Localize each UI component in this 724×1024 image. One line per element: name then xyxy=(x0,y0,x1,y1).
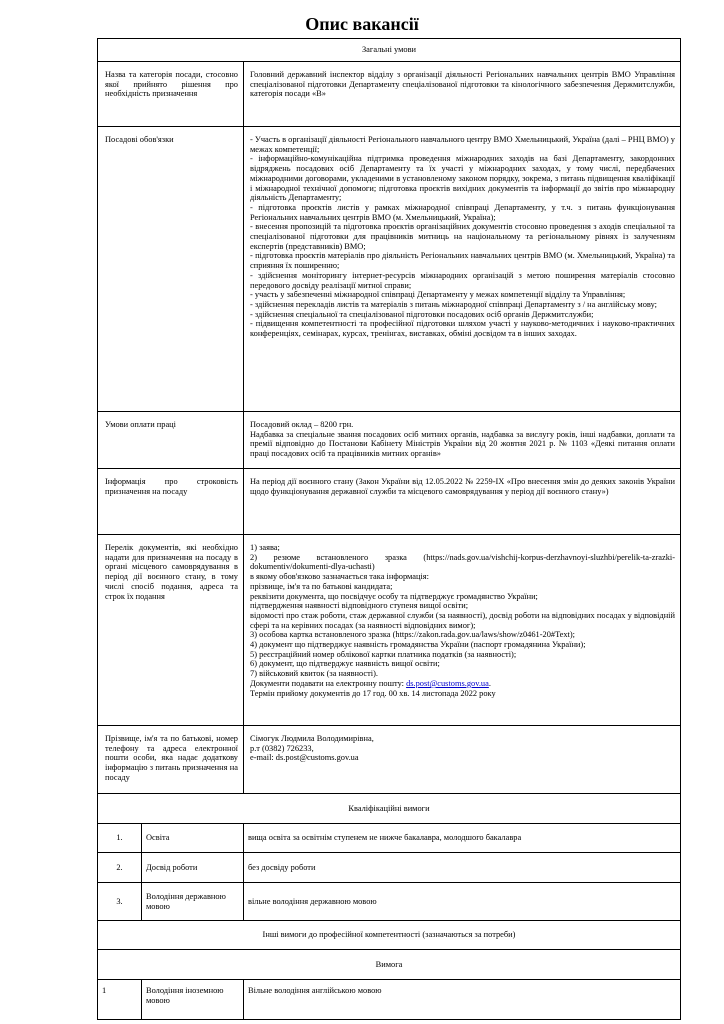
salary-value xyxy=(244,412,681,469)
duty-item: - підготовка проєктів листів у рамках міжнародної співпраці Департаменту, у т.ч. з питань функціонування Регіональних навчальних центрів ВМО (м. Хмельницький, Україна); xyxy=(250,202,675,222)
other-value: Вільне володіння англійською мовою xyxy=(244,980,681,1020)
documents-value xyxy=(244,535,681,726)
document-item: підтвердження наявності відповідного ступеня вищої освіти; xyxy=(250,601,469,611)
duty-item: - внесення пропозицій та підготовка проєктів організаційних документів стосовно проведення з аходів спеціальної та спеціалізованої підготовки для працівників митниць на національному та регіональному рівнях із залученням експертів (представників) ВМО; xyxy=(250,222,675,251)
general-header: Загальні умови xyxy=(98,39,681,62)
duty-item: - підвищення компетентності та професійної підготовки шляхом участі у науково-методичних і науково-практичних конференціях, семінарах, курсах, тренінгах, виставках, обміні досвідом та в інших заходах. xyxy=(250,319,675,339)
duties-row xyxy=(98,127,681,412)
contact-row xyxy=(98,726,681,794)
contact-label: Прізвище, ім'я та по батькові, номер телефону та адреса електронної пошти особи, яка надає додаткову інформацію з питань призначення на посаду xyxy=(98,726,244,794)
submit-deadline: Термін прийому документів до 17 год. 00 хв. 14 листопада 2022 року xyxy=(250,688,496,698)
qualification-row xyxy=(98,883,681,921)
document-item: 5) реєстраційний номер облікової картки платника податків (за наявності); xyxy=(250,649,517,659)
qualification-label: Досвід роботи xyxy=(142,853,244,883)
salary-row xyxy=(98,412,681,469)
document-item: 7) військовий квиток (за наявності). xyxy=(250,669,378,679)
duty-item: - здійснення перекладів листів та матеріалів з питань міжнародної співпраці Департаменту з / на англійську мову; xyxy=(250,299,657,309)
duties-label: Посадові обов'язки xyxy=(98,127,244,412)
qualification-value: вища освіта за освітнім ступенем не нижче бакалавра, молодшого бакалавра xyxy=(244,824,681,853)
submit-suffix: . xyxy=(488,678,491,688)
term-row xyxy=(98,469,681,535)
term-value: На період дії воєнного стану (Закон України від 12.05.2022 № 2259-IX «Про внесення змін до деяких законів України щодо функціонування державної служби та місцевого самоврядування у період дії воєнного стану») xyxy=(244,469,681,535)
qualification-label: Володіння державною мовою xyxy=(142,883,244,921)
document-item: в якому обов'язково зазначається така інформація: xyxy=(250,572,429,582)
submit-email-link[interactable]: ds.post@customs.gov.ua xyxy=(406,678,489,688)
qualification-row xyxy=(98,853,681,883)
document-item: 2) резюме встановленого зразка (https://nads.gov.ua/vishchij-korpus-derzhavnoyi-sluzhbi/perelik-ta-zrazki-dokumentiv/dokumenti-dlya-uchasti) xyxy=(250,552,675,572)
contact-value xyxy=(244,726,681,794)
salary-base: Посадовий оклад – 8200 грн. xyxy=(250,420,354,429)
duties-value xyxy=(244,127,681,412)
document-item: прізвище, ім'я та по батькові кандидата; xyxy=(250,581,393,591)
other-header: Інші вимоги до професійної компетентності (зазначаються за потреби) xyxy=(98,921,681,950)
position-value: Головний державний інспектор відділу з організації діяльності Регіональних навчальних центрів ВМО Управління спеціалізованої підготовки Департаменту спеціалізованої підготовки та кінологічного забезпечення Держмитслужби, категорія посади «В» xyxy=(244,62,681,127)
other-subheader: Вимога xyxy=(98,950,681,980)
other-row xyxy=(98,980,681,1020)
position-row xyxy=(98,62,681,127)
submit-prefix: Документи подавати на електронну пошту: xyxy=(250,678,407,688)
qualification-header-row xyxy=(98,794,681,824)
qualification-num: 2. xyxy=(98,853,142,883)
duty-item: - інформаційно-комунікаційна підтримка проведення міжнародних заходів на базі Департаменту, закордонних відряджень посадових осіб Департаменту та їх участі у міжнародних заходах, у тому числі, передбачених міжнародними договорами, укладеними в установленому законом порядку, зокрема, з питань підвищення кваліфікації і міжнародної технічної допомоги; підготовка проєктів вихідних документів та інформації до звітів про міжнародну діяльність Департаменту; xyxy=(250,154,675,203)
qualification-num: 1. xyxy=(98,824,142,853)
general-header-row xyxy=(98,39,681,62)
qualification-row xyxy=(98,824,681,853)
qualification-header: Кваліфікаційні вимоги xyxy=(98,794,681,824)
document-item: 6) документ, що підтверджує наявність вищої освіти; xyxy=(250,659,440,669)
duty-item: - здійснення спеціальної та спеціалізованої підготовки посадових осіб органів Держмитслужби; xyxy=(250,309,594,319)
duty-item: - участь у забезпеченні міжнародної співпраці Департаменту у межах компетенції відділу та Управління; xyxy=(250,290,626,300)
duty-item: - підготовка проєктів матеріалів про діяльність Регіональних навчальних центрів ВМО (м. Хмельницький, Україна) та сприяння їх поширенню; xyxy=(250,251,675,271)
document-item: реквізити документа, що посвідчує особу та підтверджує громадянство України; xyxy=(250,591,538,601)
term-label: Інформація про строковість призначення на посаду xyxy=(98,469,244,535)
other-subheader-row xyxy=(98,950,681,980)
contact-name: Сімогук Людмила Володимирівна, xyxy=(250,734,374,743)
documents-label: Перелік документів, які необхідно надати для призначення на посаду в органі місцевого самоврядування в період дії воєнного стану, в тому числі спосіб подання, адреса та строк їх подання xyxy=(98,535,244,726)
page-title: Опис вакансії xyxy=(305,14,419,34)
salary-label: Умови оплати праці xyxy=(98,412,244,469)
salary-extras: Надбавка за спеціальне звання посадових осіб митних органів, надбавка за вислугу років, інші надбавки, доплати та премії відповідно до Постанови Кабінету Міністрів України від 20 жовтня 2021 р. № 1103 «Деякі питання оплати праці посадових осіб та працівників митних органів» xyxy=(250,429,675,459)
qualification-value: без досвіду роботи xyxy=(244,853,681,883)
documents-row xyxy=(98,535,681,726)
contact-phone: р.т (0382) 726233, xyxy=(250,743,314,753)
submit-line xyxy=(250,679,675,689)
other-header-row xyxy=(98,921,681,950)
other-label: Володіння іноземною мовою xyxy=(142,980,244,1020)
vacancy-table xyxy=(97,38,681,1020)
qualification-value: вільне володіння державною мовою xyxy=(244,883,681,921)
document-item: відомості про стаж роботи, стаж державної служби (за наявності), досвід роботи на відповідних посадах у відповідній сфері та на керівних посадах (за наявності відповідних вимог); xyxy=(250,610,675,630)
contact-email: e-mail: ds.post@customs.gov.ua xyxy=(250,753,359,763)
duty-item: - Участь в організації діяльності Регіонального навчального центру ВМО Хмельницький, Україна (далі – РНЦ ВМО) у межах компетенції; xyxy=(250,135,675,154)
other-num: 1 xyxy=(98,980,142,1020)
qualification-num: 3. xyxy=(98,883,142,921)
document-item: 4) документ що підтверджує наявність громадянства України (паспорт громадянина України); xyxy=(250,640,586,650)
qualification-label: Освіта xyxy=(142,824,244,853)
document-item: 3) особова картка встановленого зразка (https://zakon.rada.gov.ua/laws/show/z0461-20#Text); xyxy=(250,630,575,640)
position-label: Назва та категорія посади, стосовно якої прийнято рішення про необхідність призначення xyxy=(98,62,244,127)
duty-item: - здійснення моніторингу інтернет-ресурсів міжнародних організацій з метою поширення матеріалів стосовно передового досвіду реалізації митної справи; xyxy=(250,270,675,290)
document-item: 1) заява; xyxy=(250,543,280,552)
